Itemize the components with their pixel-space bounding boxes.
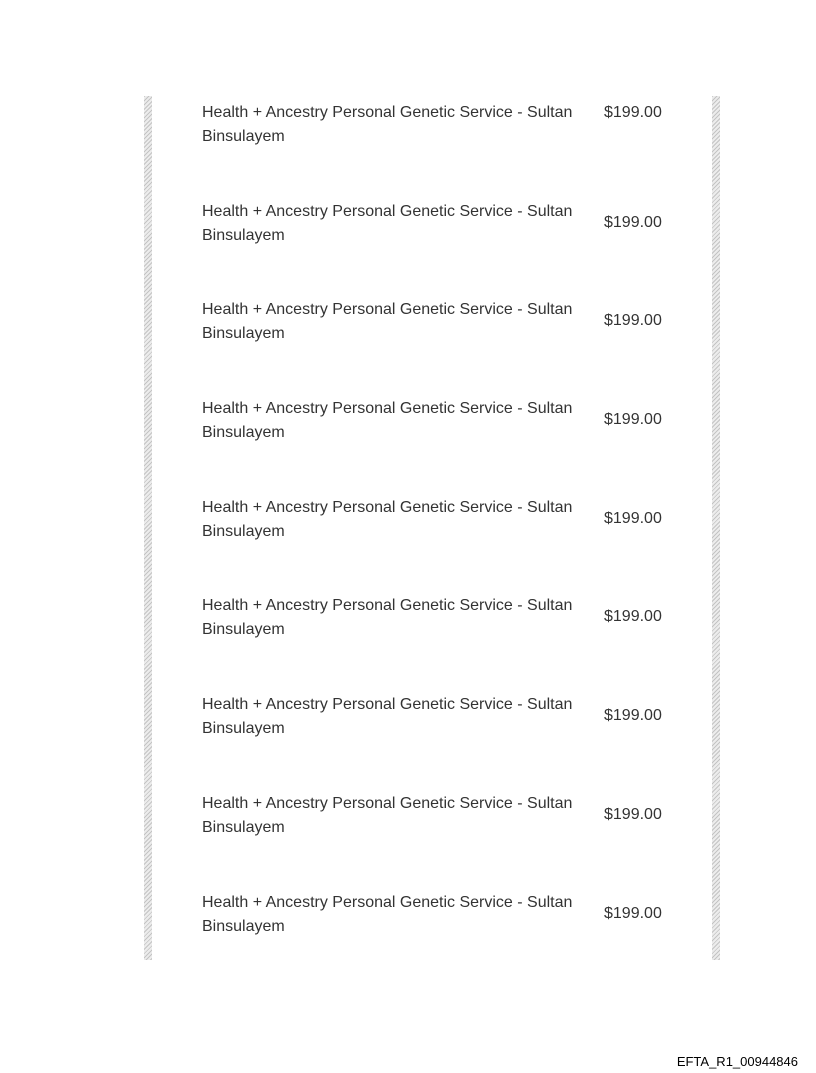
item-description: Health + Ancestry Personal Genetic Service - Sultan Binsulayem [202,400,573,442]
line-item [152,688,712,787]
item-price: $199.00 [604,608,662,626]
line-item [152,96,712,195]
line-item [152,787,712,886]
item-price: $199.00 [604,411,662,429]
line-item [152,392,712,491]
item-description: Health + Ancestry Personal Genetic Service - Sultan Binsulayem [202,597,573,639]
item-description: Health + Ancestry Personal Genetic Service - Sultan Binsulayem [202,104,573,145]
item-price: $199.00 [604,312,662,330]
item-price: $199.00 [604,904,662,922]
item-description: Health + Ancestry Personal Genetic Service - Sultan Binsulayem [202,893,573,935]
right-border-bar [712,96,720,960]
item-description: Health + Ancestry Personal Genetic Service - Sultan Binsulayem [202,301,573,343]
line-item [152,589,712,688]
item-description: Health + Ancestry Personal Genetic Service - Sultan Binsulayem [202,202,573,244]
item-price: $199.00 [604,104,662,121]
item-price: $199.00 [604,509,662,527]
item-description: Health + Ancestry Personal Genetic Service - Sultan Binsulayem [202,498,573,540]
line-item [152,886,712,985]
item-price: $199.00 [604,707,662,725]
line-item [152,195,712,294]
item-price: $199.00 [604,805,662,823]
item-description: Health + Ancestry Personal Genetic Service - Sultan Binsulayem [202,794,573,836]
line-item [152,491,712,590]
item-price: $199.00 [604,213,662,231]
document-id: EFTA_R1_00944846 [676,1054,798,1069]
line-item [152,293,712,392]
item-description: Health + Ancestry Personal Genetic Service - Sultan Binsulayem [202,696,573,738]
order-items-list [152,96,712,984]
left-border-bar [144,96,152,960]
